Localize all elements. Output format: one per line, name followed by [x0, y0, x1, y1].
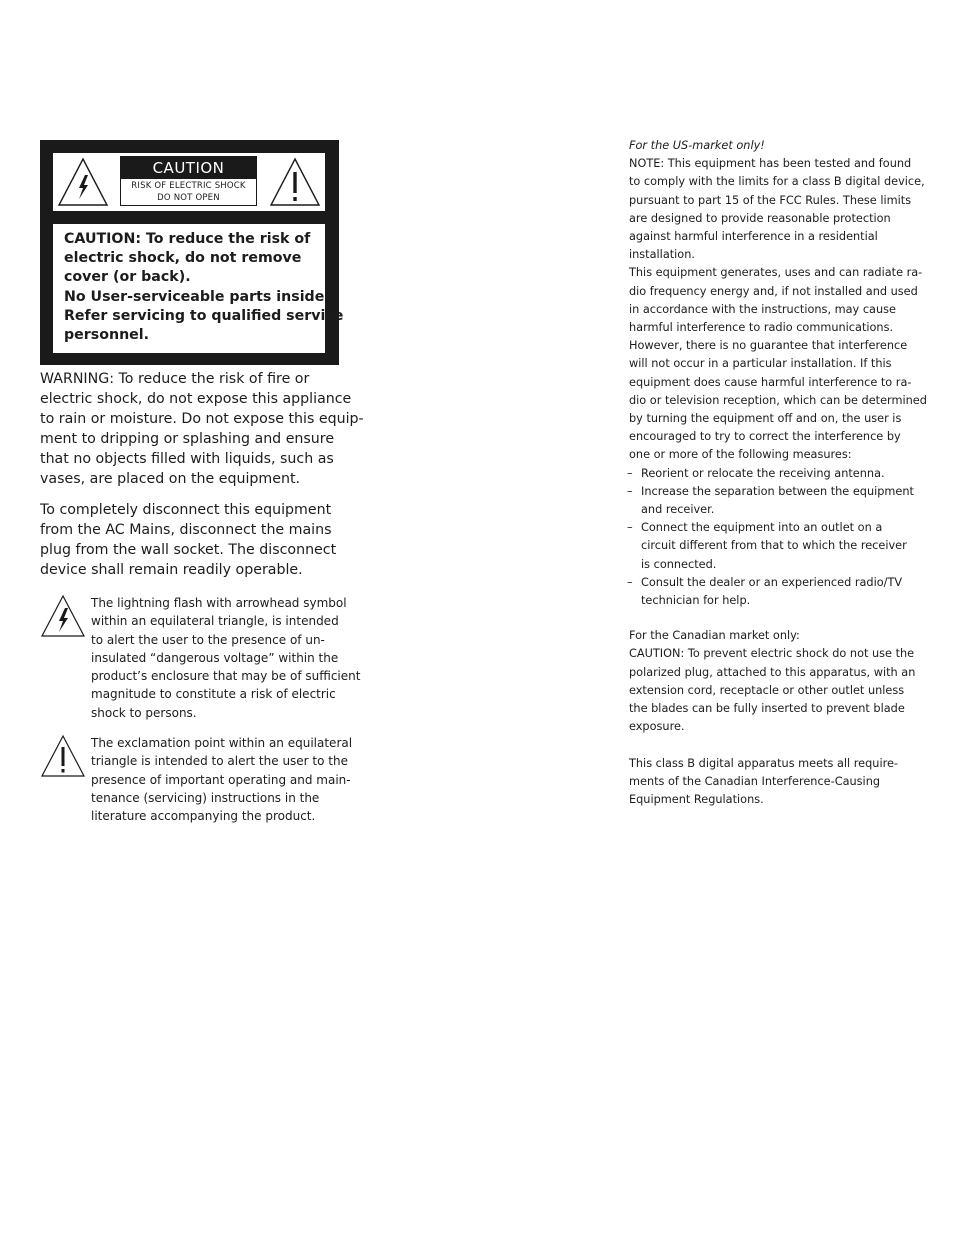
disconnect-line: from the AC Mains, disconnect the mains — [40, 522, 332, 538]
us-para-line: However, there is no guarantee that interference — [629, 339, 908, 353]
lightning-symbol-note — [40, 594, 361, 722]
caution-message-line: Refer servicing to qualified service — [64, 307, 344, 324]
measure-item — [629, 574, 919, 610]
caution-message-line: No User-serviceable parts inside. — [64, 288, 330, 305]
warning-lead: WARNING: — [40, 371, 114, 387]
caution-message-line: electric shock, do not remove — [64, 250, 302, 267]
measure-item — [629, 483, 919, 519]
measure-line: technician for help. — [641, 594, 751, 608]
measure-item — [629, 519, 919, 574]
caution-label-sub-2: DO NOT OPEN — [157, 193, 220, 203]
exclamation-note-line: triangle is intended to alert the user to the — [91, 754, 348, 769]
warning-line: ment to dripping or splashing and ensure — [40, 431, 335, 447]
class-b-line: This class B digital apparatus meets all require- — [629, 756, 899, 770]
caution-label-box — [40, 140, 344, 365]
measure-line: Connect the equipment into an outlet on a — [641, 521, 883, 535]
measure-line: is connected. — [641, 557, 717, 571]
canada-caution-line: polarized plug, attached to this apparatus, with an — [629, 665, 916, 679]
caution-label-sub-1: RISK OF ELECTRIC SHOCK — [131, 181, 246, 191]
measure-item — [629, 465, 919, 483]
lightning-note-line: insulated “dangerous voltage” within the — [91, 650, 339, 665]
dash-bullet: – — [627, 521, 633, 535]
us-note-line: installation. — [629, 248, 695, 262]
measure-line: and receiver. — [641, 503, 715, 517]
exclamation-note-line: tenance (servicing) instructions in the — [91, 790, 320, 805]
disconnect-line: To completely disconnect this equipment — [40, 502, 332, 518]
measure-line: circuit different from that to which the receiver — [641, 539, 907, 553]
us-para-line: one or more of the following measures: — [629, 448, 852, 462]
class-b-line: ments of the Canadian Interference-Causing — [629, 774, 881, 788]
caution-message-line: personnel. — [64, 327, 150, 344]
us-market-heading: For the US-market only! — [629, 139, 765, 152]
caution-label — [120, 156, 257, 206]
dash-bullet: – — [627, 575, 633, 589]
us-para-line: will not occur in a particular installation. If this — [629, 357, 892, 371]
warning-paragraph — [40, 369, 364, 489]
lightning-triangle-icon — [40, 594, 86, 638]
exclamation-triangle-icon — [40, 734, 86, 778]
lightning-note-line: magnitude to constitute a risk of electric — [91, 687, 336, 702]
lightning-warning-icon — [57, 157, 109, 207]
disconnect-line: device shall remain readily operable. — [40, 562, 303, 578]
canada-caution-line: the blades can be fully inserted to prevent blade — [629, 702, 905, 716]
measure-line: Consult the dealer or an experienced radio/TV — [641, 575, 903, 589]
lightning-note-line: within an equilateral triangle, is intended — [91, 614, 339, 629]
canada-caution-line: CAUTION: To prevent electric shock do not use the — [629, 647, 915, 661]
measure-line: Increase the separation between the equipment — [641, 484, 914, 498]
us-para-line: This equipment generates, uses and can radiate ra- — [629, 266, 923, 280]
us-para-line: equipment does cause harmful interference to ra- — [629, 375, 912, 389]
us-note-line: are designed to provide reasonable protection — [629, 211, 891, 225]
lightning-note-line: shock to persons. — [91, 705, 197, 720]
lightning-note-line: product’s enclosure that may be of sufficient — [91, 669, 361, 684]
us-para-line: dio or television reception, which can be determined — [629, 393, 927, 407]
us-note-line: against harmful interference in a residential — [629, 230, 878, 244]
warning-line: electric shock, do not expose this appliance — [40, 391, 352, 407]
us-note-line: to comply with the limits for a class B digital device, — [629, 175, 925, 189]
disconnect-line: plug from the wall socket. The disconnect — [40, 542, 337, 558]
dash-bullet: – — [627, 484, 633, 498]
us-note-line: pursuant to part 15 of the FCC Rules. These limits — [629, 193, 912, 207]
disconnect-paragraph — [40, 500, 344, 580]
warning-line: that no objects filled with liquids, such as — [40, 451, 334, 467]
us-note-line: NOTE: This equipment has been tested and found — [629, 157, 912, 171]
exclamation-note-line: presence of important operating and main- — [91, 772, 351, 787]
dash-bullet: – — [627, 466, 633, 480]
canada-caution-line: exposure. — [629, 720, 685, 734]
caution-label-title: CAUTION — [121, 157, 256, 179]
caution-message-line: CAUTION: To reduce the risk of — [64, 231, 311, 247]
us-para-line: by turning the equipment off and on, the user is — [629, 412, 902, 426]
warning-line: To reduce the risk of fire or — [114, 371, 310, 387]
us-para-line: dio frequency energy and, if not installed and used — [629, 284, 918, 298]
right-column — [627, 137, 927, 809]
warning-line: vases, are placed on the equipment. — [40, 471, 301, 487]
exclamation-note-line: The exclamation point within an equilateral — [91, 736, 353, 751]
us-para-line: in accordance with the instructions, may cause — [629, 302, 896, 316]
class-b-line: Equipment Regulations. — [629, 792, 764, 806]
left-column — [40, 140, 364, 826]
us-para-line: harmful interference to radio communications. — [629, 321, 894, 335]
exclamation-warning-icon — [269, 157, 321, 207]
caution-message-line: cover (or back). — [64, 269, 191, 286]
canada-caution-line: extension cord, receptacle or other outlet unless — [629, 683, 905, 697]
canada-heading: For the Canadian market only: — [629, 629, 800, 643]
exclamation-note-line: literature accompanying the product. — [91, 809, 316, 824]
caution-header-panel — [53, 153, 325, 211]
caution-message-panel — [53, 224, 344, 353]
us-para-line: encouraged to try to correct the interference by — [629, 430, 901, 444]
lightning-note-line: to alert the user to the presence of un- — [91, 632, 325, 647]
lightning-note-line: The lightning flash with arrowhead symbol — [91, 596, 347, 610]
exclamation-symbol-note — [40, 734, 353, 825]
measure-line: Reorient or relocate the receiving antenna. — [641, 466, 885, 480]
warning-line: to rain or moisture. Do not expose this equip- — [40, 411, 364, 427]
